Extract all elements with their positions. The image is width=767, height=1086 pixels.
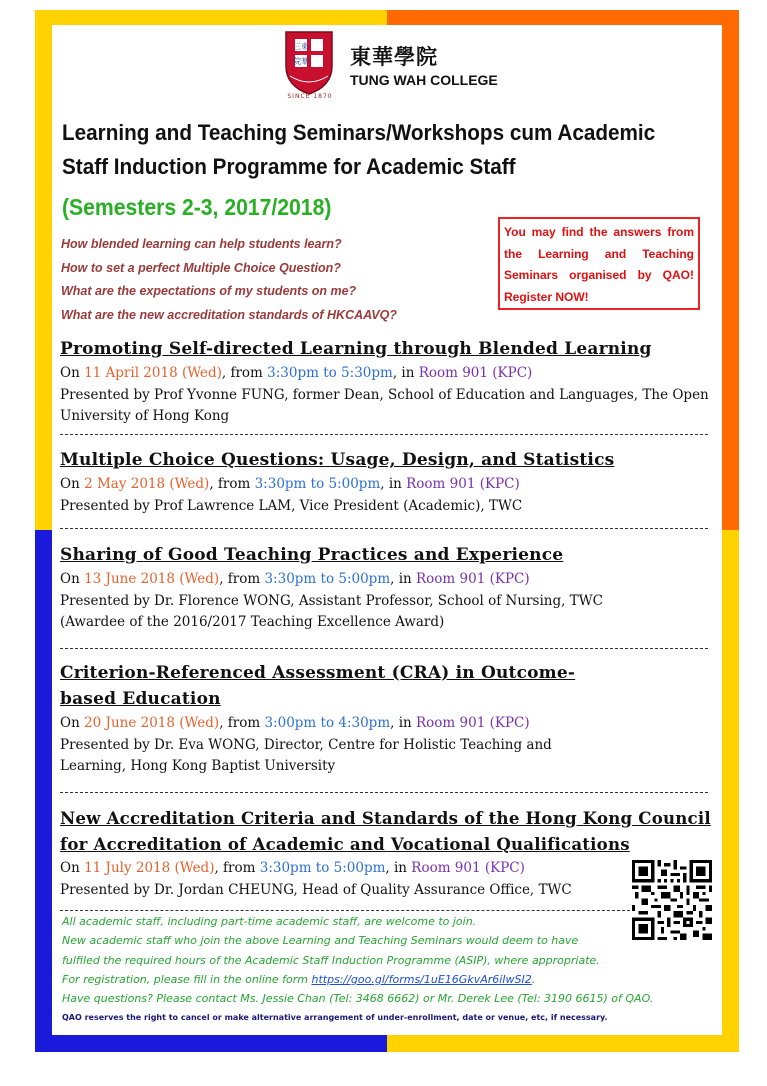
question-list: [61, 233, 397, 327]
from-text: , from: [214, 860, 260, 876]
seminar-presenter: Presented by Dr. Florence WONG, Assistant Professor, School of Nursing, TWC: [60, 593, 603, 609]
seminar-2: [60, 447, 715, 517]
seminar-room: Room 901 (KPC): [406, 476, 520, 492]
seminar-room: Room 901 (KPC): [416, 715, 530, 731]
seminar-time: 3:30pm to 5:00pm: [264, 571, 391, 587]
on-text: On: [60, 860, 85, 876]
from-text: , from: [221, 365, 268, 381]
seminar-schedule: [60, 362, 715, 385]
divider: [60, 528, 708, 529]
seminar-note: (Awardee of the 2016/2017 Teaching Excellence Award): [60, 614, 445, 630]
seminar-date: 13 June 2018 (Wed): [84, 571, 220, 587]
seminar-room: Room 901 (KPC): [418, 365, 533, 381]
question-item: How blended learning can help students learn?: [61, 237, 342, 251]
footer-notes: [62, 912, 653, 1008]
question-item: What are the expectations of my students on me?: [61, 284, 357, 298]
registration-period: .: [531, 972, 536, 986]
crest-text-bottom: 院華: [293, 57, 309, 66]
from-text: , from: [209, 476, 255, 492]
seminar-time: 3:30pm to 5:30pm: [267, 365, 393, 381]
seminar-presenter: Presented by Dr. Jordan CHEUNG, Head of Quality Assurance Office, TWC: [60, 882, 572, 898]
footer-line: New academic staff who join the above Learning and Teaching Seminars would deem to have: [62, 934, 579, 948]
seminar-schedule: [60, 473, 715, 496]
seminar-schedule: [60, 857, 715, 880]
seminar-title: Sharing of Good Teaching Practices and Experience: [60, 545, 564, 565]
in-text: , in: [392, 365, 419, 381]
seminar-date: 11 July 2018 (Wed): [84, 860, 215, 876]
seminar-presenter: Presented by Prof Lawrence LAM, Vice President (Academic), TWC: [60, 498, 523, 514]
seminar-3: [60, 542, 715, 633]
on-text: On: [60, 715, 85, 731]
question-item: How to set a perfect Multiple Choice Question?: [61, 260, 341, 275]
seminar-title: New Accreditation Criteria and Standards of the Hong Kong Council for Accreditation of Academic and Vocational Qualifications: [60, 808, 711, 854]
question-item: What are the new accreditation standards of HKCAAVQ?: [61, 307, 397, 322]
divider: [60, 792, 708, 793]
crest-icon: [282, 30, 336, 96]
seminar-5: [60, 805, 715, 901]
seminar-title: Criterion-Referenced Assessment (CRA) in Outcome-based Education: [60, 663, 576, 709]
seminar-presenter: Presented by Dr. Eva WONG, Director, Centre for Holistic Teaching and Learning, Hong Kong Baptist University: [60, 737, 552, 774]
college-chinese-name: 東華學院: [350, 45, 438, 69]
crest-text-top: 三東: [293, 42, 309, 51]
registration-link[interactable]: https://goo.gl/forms/1uE16GkvAr6iIwSI2: [311, 972, 532, 986]
in-text: , in: [390, 715, 417, 731]
seminar-time: 3:30pm to 5:00pm: [254, 476, 381, 492]
footer-line: fulfiled the required hours of the Academic Staff Induction Programme (ASIP), where appropriate.: [62, 953, 600, 967]
seminar-time: 3:00pm to 4:30pm: [264, 715, 391, 731]
in-text: , in: [390, 571, 417, 587]
footer-contact: Have questions? Please contact Ms. Jessie Chan (Tel: 3468 6662) or Mr. Derek Lee (Tel: 3190 6615) of QAO.: [62, 992, 654, 1006]
from-text: , from: [219, 715, 265, 731]
seminar-title: Promoting Self-directed Learning through Blended Learning: [60, 339, 652, 359]
seminar-date: 2 May 2018 (Wed): [84, 476, 210, 492]
in-text: , in: [380, 476, 407, 492]
footer-registration: [62, 970, 653, 989]
from-text: , from: [219, 571, 265, 587]
poster-subtitle: (Semesters 2-3, 2017/2018): [62, 194, 332, 220]
on-text: On: [60, 476, 85, 492]
college-english-name: TUNG WAH COLLEGE: [350, 72, 498, 88]
seminar-date: 20 June 2018 (Wed): [84, 715, 220, 731]
in-text: , in: [385, 860, 412, 876]
divider: [60, 648, 708, 649]
footer-line: All academic staff, including part-time academic staff, are welcome to join.: [62, 915, 477, 928]
poster-title: Learning and Teaching Seminars/Workshops cum Academic Staff Induction Programme for Academic Staff: [62, 120, 656, 179]
divider: [60, 434, 708, 435]
seminar-room: Room 901 (KPC): [416, 571, 530, 587]
seminar-4: [60, 660, 715, 777]
seminar-room: Room 901 (KPC): [411, 860, 525, 876]
seminar-presenter: Presented by Prof Yvonne FUNG, former Dean, School of Education and Languages, The Open University of Hong Kong: [60, 387, 709, 424]
seminar-title: Multiple Choice Questions: Usage, Design, and Statistics: [60, 450, 615, 470]
seminar-1: [60, 336, 715, 427]
on-text: On: [60, 365, 85, 381]
registration-text: For registration, please fill in the online form: [62, 972, 312, 986]
seminar-time: 3:30pm to 5:00pm: [259, 860, 386, 876]
fine-print: QAO reserves the right to cancel or make alternative arrangement of under-enrollment, date or venue, etc, if necessary.: [62, 1013, 608, 1022]
seminar-date: 11 April 2018 (Wed): [84, 365, 222, 381]
seminar-schedule: [60, 568, 715, 591]
callout-box: You may find the answers from the Learning and Teaching Seminars organised by QAO! Register NOW!: [498, 217, 700, 310]
since-year: SINCE 1870: [287, 93, 333, 100]
college-logo: [282, 30, 502, 105]
seminar-schedule: [60, 712, 715, 735]
divider: [60, 910, 630, 911]
on-text: On: [60, 571, 85, 587]
